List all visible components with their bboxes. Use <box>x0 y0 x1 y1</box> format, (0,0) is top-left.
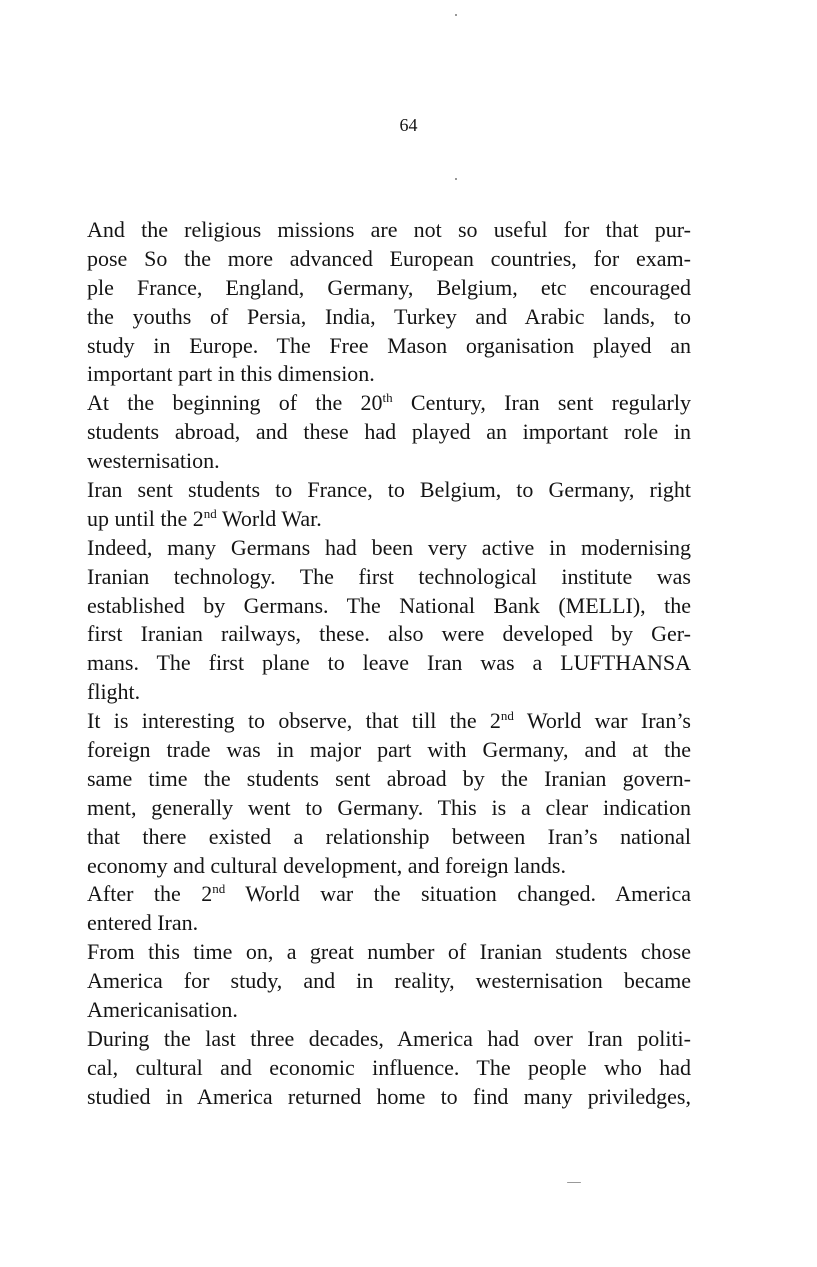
text-line <box>87 996 691 1025</box>
text-line <box>87 563 691 592</box>
text-segment: During the last three decades, America had over Iran politi- <box>87 1025 691 1051</box>
scan-speck <box>455 178 457 180</box>
text-segment: World war the situation changed. America <box>225 881 691 907</box>
text-line <box>87 389 691 418</box>
text-segment: same time the students sent abroad by the Iranian govern- <box>87 765 691 791</box>
text-line <box>87 649 691 678</box>
text-segment: ment, generally went to Germany. This is a clear indication <box>87 794 691 820</box>
scan-speck <box>567 1182 581 1183</box>
superscript-ordinal: nd <box>203 505 217 521</box>
text-line <box>87 736 691 765</box>
text-line <box>87 880 691 909</box>
text-segment: studied in America returned home to find many priviledges, <box>87 1083 691 1109</box>
text-segment: America for study, and in reality, westernisation became <box>87 968 691 994</box>
text-segment: pose So the more advanced European countries, for exam- <box>87 245 691 271</box>
text-line <box>87 332 691 361</box>
text-line <box>87 534 691 563</box>
text-line <box>87 592 691 621</box>
text-segment: World War. <box>216 505 322 531</box>
text-segment: Americanisation. <box>87 997 238 1023</box>
text-segment: ple France, England, Germany, Belgium, etc encouraged <box>87 274 691 300</box>
text-segment: It is interesting to observe, that till the 2 <box>87 708 501 734</box>
scan-speck <box>455 14 457 16</box>
text-line <box>87 360 691 389</box>
text-line <box>87 216 691 245</box>
text-segment: After the 2 <box>87 881 213 907</box>
text-line <box>87 447 691 476</box>
page-number: 64 <box>399 115 418 135</box>
text-line <box>87 245 691 274</box>
text-line <box>87 418 691 447</box>
text-segment: economy and cultural development, and foreign lands. <box>87 852 566 878</box>
text-segment: students abroad, and these had played an important role in <box>87 419 691 445</box>
text-segment: the youths of Persia, India, Turkey and Arabic lands, to <box>87 303 691 329</box>
text-line <box>87 274 691 303</box>
text-segment: important part in this dimension. <box>87 361 375 387</box>
text-segment: cal, cultural and economic influence. The people who had <box>87 1054 691 1080</box>
text-segment: westernisation. <box>87 448 220 474</box>
body-text <box>87 216 691 1112</box>
text-segment: Indeed, many Germans had been very active in modernising <box>87 534 691 560</box>
text-segment: Iranian technology. The first technological institute was <box>87 563 691 589</box>
text-segment: flight. <box>87 679 141 705</box>
text-segment: Iran sent students to France, to Belgium, to Germany, right <box>87 477 691 503</box>
text-segment: World war Iran’s <box>513 708 691 734</box>
text-line <box>87 1083 691 1112</box>
text-segment: At the beginning of the 20 <box>87 390 383 416</box>
text-segment: And the religious missions are not so useful for that pur- <box>87 217 691 242</box>
text-line <box>87 765 691 794</box>
text-segment: entered Iran. <box>87 910 199 936</box>
superscript-ordinal: th <box>382 390 393 406</box>
text-segment: foreign trade was in major part with Germany, and at the <box>87 737 691 763</box>
text-line <box>87 505 691 534</box>
text-segment: study in Europe. The Free Mason organisation played an <box>87 332 691 358</box>
text-line <box>87 823 691 852</box>
text-line <box>87 678 691 707</box>
text-segment: first Iranian railways, these. also were developed by Ger- <box>87 621 691 647</box>
text-segment: established by Germans. The National Bank (MELLI), the <box>87 592 691 618</box>
text-segment: From this time on, a great number of Iranian students chose <box>87 939 691 965</box>
superscript-ordinal: nd <box>500 708 514 724</box>
text-line <box>87 938 691 967</box>
text-line <box>87 476 691 505</box>
text-segment: up until the 2 <box>87 505 204 531</box>
superscript-ordinal: nd <box>212 881 226 897</box>
text-line <box>87 707 691 736</box>
text-line <box>87 620 691 649</box>
text-line <box>87 1054 691 1083</box>
text-segment: mans. The first plane to leave Iran was a LUFTHANSA <box>87 650 691 676</box>
text-line <box>87 909 691 938</box>
text-line <box>87 852 691 881</box>
text-segment: Century, Iran sent regularly <box>392 390 691 416</box>
text-line <box>87 967 691 996</box>
text-line <box>87 794 691 823</box>
text-line <box>87 1025 691 1054</box>
text-line <box>87 303 691 332</box>
text-segment: that there existed a relationship between Iran’s national <box>87 823 691 849</box>
